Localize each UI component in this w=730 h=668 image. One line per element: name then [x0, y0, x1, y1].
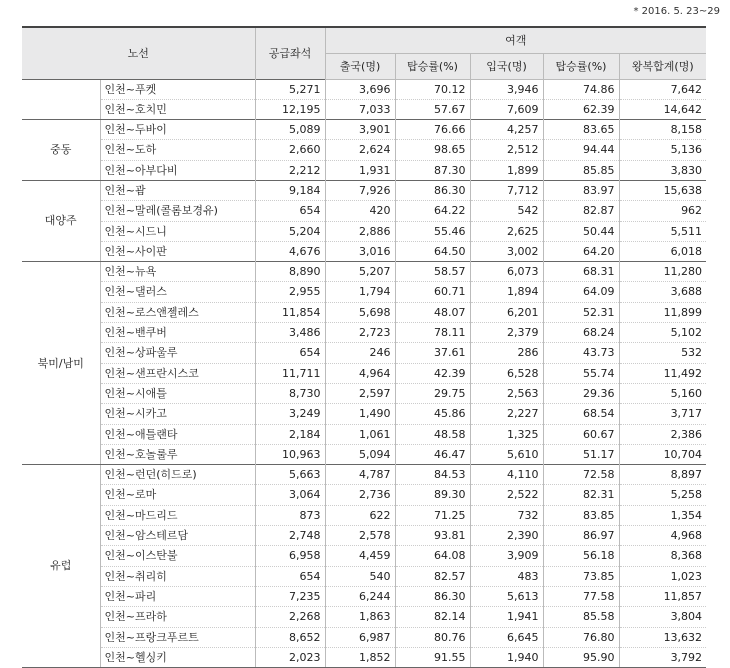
value-cell: 83.97: [543, 180, 619, 200]
value-cell: 8,890: [255, 262, 325, 282]
table-row: [22, 79, 706, 99]
value-cell: 1,325: [470, 424, 543, 444]
value-cell: 2,212: [255, 160, 325, 180]
value-cell: 246: [325, 343, 395, 363]
value-cell: 11,854: [255, 302, 325, 322]
value-cell: 74.86: [543, 79, 619, 99]
value-cell: 42.39: [395, 363, 470, 383]
value-cell: 3,909: [470, 546, 543, 566]
value-cell: 87.30: [395, 160, 470, 180]
value-cell: 1,899: [470, 160, 543, 180]
value-cell: 73.85: [543, 566, 619, 586]
value-cell: 6,958: [255, 546, 325, 566]
value-cell: 72.58: [543, 465, 619, 485]
value-cell: 2,955: [255, 282, 325, 302]
value-cell: 2,578: [325, 526, 395, 546]
value-cell: 68.54: [543, 404, 619, 424]
table-row: [22, 424, 706, 444]
value-cell: 962: [619, 201, 706, 221]
value-cell: 95.90: [543, 647, 619, 667]
value-cell: 5,258: [619, 485, 706, 505]
value-cell: 2,660: [255, 140, 325, 160]
table-row: [22, 262, 706, 282]
value-cell: 3,016: [325, 241, 395, 261]
table-row: [22, 140, 706, 160]
route-name-cell: 인천~푸켓: [100, 79, 255, 99]
value-cell: 2,522: [470, 485, 543, 505]
value-cell: 6,073: [470, 262, 543, 282]
value-cell: 2,736: [325, 485, 395, 505]
value-cell: 11,899: [619, 302, 706, 322]
value-cell: 7,642: [619, 79, 706, 99]
value-cell: 3,901: [325, 120, 395, 140]
table-row: [22, 99, 706, 119]
value-cell: 82.14: [395, 607, 470, 627]
table-row: [22, 526, 706, 546]
value-cell: 8,158: [619, 120, 706, 140]
route-name-cell: 인천~사이판: [100, 241, 255, 261]
table-row: [22, 221, 706, 241]
route-name-cell: 인천~암스테르담: [100, 526, 255, 546]
region-cell: 북미/남미: [22, 262, 100, 465]
route-name-cell: 인천~헬싱키: [100, 647, 255, 667]
value-cell: 77.58: [543, 586, 619, 606]
header-in-rate: 탑승률(%): [543, 53, 619, 79]
value-cell: 3,804: [619, 607, 706, 627]
value-cell: 6,244: [325, 586, 395, 606]
value-cell: 5,511: [619, 221, 706, 241]
value-cell: 542: [470, 201, 543, 221]
value-cell: 60.71: [395, 282, 470, 302]
value-cell: 10,704: [619, 444, 706, 464]
value-cell: 82.87: [543, 201, 619, 221]
value-cell: 11,492: [619, 363, 706, 383]
header-total: 왕복합계(명): [619, 53, 706, 79]
route-name-cell: 인천~호치민: [100, 99, 255, 119]
value-cell: 4,964: [325, 363, 395, 383]
value-cell: 62.39: [543, 99, 619, 119]
value-cell: 2,625: [470, 221, 543, 241]
value-cell: 3,946: [470, 79, 543, 99]
region-cell: 중동: [22, 120, 100, 181]
value-cell: 1,794: [325, 282, 395, 302]
table-row: [22, 363, 706, 383]
route-name-cell: 인천~시카고: [100, 404, 255, 424]
value-cell: 2,227: [470, 404, 543, 424]
value-cell: 5,207: [325, 262, 395, 282]
value-cell: 83.85: [543, 505, 619, 525]
value-cell: 71.25: [395, 505, 470, 525]
value-cell: 11,280: [619, 262, 706, 282]
route-name-cell: 인천~말레(콜롬보경유): [100, 201, 255, 221]
value-cell: 2,512: [470, 140, 543, 160]
value-cell: 2,723: [325, 323, 395, 343]
route-name-cell: 인천~런던(히드로): [100, 465, 255, 485]
route-name-cell: 인천~밴쿠버: [100, 323, 255, 343]
value-cell: 76.80: [543, 627, 619, 647]
value-cell: 2,886: [325, 221, 395, 241]
value-cell: 5,136: [619, 140, 706, 160]
value-cell: 1,894: [470, 282, 543, 302]
table-row: [22, 566, 706, 586]
value-cell: 76.66: [395, 120, 470, 140]
table-row: [22, 647, 706, 667]
header-seats: 공급좌석: [255, 27, 325, 79]
value-cell: 4,110: [470, 465, 543, 485]
value-cell: 8,652: [255, 627, 325, 647]
value-cell: 60.67: [543, 424, 619, 444]
route-name-cell: 인천~마드리드: [100, 505, 255, 525]
route-name-cell: 인천~시드니: [100, 221, 255, 241]
region-cell: [22, 79, 100, 120]
route-name-cell: 인천~애틀랜타: [100, 424, 255, 444]
header-out: 출국(명): [325, 53, 395, 79]
value-cell: 2,563: [470, 383, 543, 403]
value-cell: 58.57: [395, 262, 470, 282]
route-name-cell: 인천~댈러스: [100, 282, 255, 302]
value-cell: 51.17: [543, 444, 619, 464]
value-cell: 48.58: [395, 424, 470, 444]
table-body: [22, 79, 706, 668]
value-cell: 3,830: [619, 160, 706, 180]
value-cell: 6,987: [325, 627, 395, 647]
value-cell: 83.65: [543, 120, 619, 140]
value-cell: 93.81: [395, 526, 470, 546]
value-cell: 82.57: [395, 566, 470, 586]
value-cell: 52.31: [543, 302, 619, 322]
value-cell: 1,061: [325, 424, 395, 444]
value-cell: 5,094: [325, 444, 395, 464]
value-cell: 3,717: [619, 404, 706, 424]
value-cell: 5,698: [325, 302, 395, 322]
value-cell: 2,023: [255, 647, 325, 667]
value-cell: 4,459: [325, 546, 395, 566]
value-cell: 420: [325, 201, 395, 221]
value-cell: 43.73: [543, 343, 619, 363]
value-cell: 654: [255, 343, 325, 363]
value-cell: 6,645: [470, 627, 543, 647]
value-cell: 78.11: [395, 323, 470, 343]
value-cell: 8,897: [619, 465, 706, 485]
value-cell: 85.58: [543, 607, 619, 627]
value-cell: 1,931: [325, 160, 395, 180]
value-cell: 98.65: [395, 140, 470, 160]
value-cell: 80.76: [395, 627, 470, 647]
value-cell: 7,235: [255, 586, 325, 606]
value-cell: 2,624: [325, 140, 395, 160]
value-cell: 483: [470, 566, 543, 586]
value-cell: 15,638: [619, 180, 706, 200]
value-cell: 11,857: [619, 586, 706, 606]
value-cell: 7,609: [470, 99, 543, 119]
value-cell: 12,195: [255, 99, 325, 119]
route-name-cell: 인천~이스탄불: [100, 546, 255, 566]
value-cell: 5,613: [470, 586, 543, 606]
table-row: [22, 444, 706, 464]
value-cell: 654: [255, 566, 325, 586]
value-cell: 1,490: [325, 404, 395, 424]
value-cell: 3,002: [470, 241, 543, 261]
value-cell: 5,102: [619, 323, 706, 343]
value-cell: 1,863: [325, 607, 395, 627]
value-cell: 86.30: [395, 586, 470, 606]
route-name-cell: 인천~취리히: [100, 566, 255, 586]
value-cell: 64.22: [395, 201, 470, 221]
value-cell: 86.30: [395, 180, 470, 200]
value-cell: 13,632: [619, 627, 706, 647]
value-cell: 5,204: [255, 221, 325, 241]
value-cell: 84.53: [395, 465, 470, 485]
route-name-cell: 인천~파리: [100, 586, 255, 606]
value-cell: 1,940: [470, 647, 543, 667]
value-cell: 8,730: [255, 383, 325, 403]
value-cell: 2,379: [470, 323, 543, 343]
route-name-cell: 인천~샌프란시스코: [100, 363, 255, 383]
value-cell: 1,354: [619, 505, 706, 525]
table-row: [22, 546, 706, 566]
date-note: * 2016. 5. 23~29: [633, 6, 720, 17]
value-cell: 82.31: [543, 485, 619, 505]
value-cell: 94.44: [543, 140, 619, 160]
table-row: [22, 180, 706, 200]
value-cell: 3,792: [619, 647, 706, 667]
value-cell: 7,712: [470, 180, 543, 200]
route-name-cell: 인천~아부다비: [100, 160, 255, 180]
region-cell: 유럽: [22, 465, 100, 668]
value-cell: 64.08: [395, 546, 470, 566]
value-cell: 7,926: [325, 180, 395, 200]
value-cell: 4,257: [470, 120, 543, 140]
table-row: [22, 241, 706, 261]
route-name-cell: 인천~괌: [100, 180, 255, 200]
value-cell: 48.07: [395, 302, 470, 322]
value-cell: 91.55: [395, 647, 470, 667]
value-cell: 2,184: [255, 424, 325, 444]
value-cell: 37.61: [395, 343, 470, 363]
value-cell: 8,368: [619, 546, 706, 566]
table-row: [22, 201, 706, 221]
value-cell: 2,268: [255, 607, 325, 627]
table-row: [22, 505, 706, 525]
value-cell: 2,390: [470, 526, 543, 546]
table-row: [22, 607, 706, 627]
value-cell: 6,018: [619, 241, 706, 261]
value-cell: 5,089: [255, 120, 325, 140]
value-cell: 89.30: [395, 485, 470, 505]
value-cell: 64.50: [395, 241, 470, 261]
value-cell: 2,748: [255, 526, 325, 546]
table-row: [22, 302, 706, 322]
value-cell: 14,642: [619, 99, 706, 119]
value-cell: 70.12: [395, 79, 470, 99]
value-cell: 3,696: [325, 79, 395, 99]
region-cell: 대양주: [22, 180, 100, 261]
value-cell: 68.31: [543, 262, 619, 282]
route-name-cell: 인천~두바이: [100, 120, 255, 140]
table-row: [22, 323, 706, 343]
value-cell: 732: [470, 505, 543, 525]
table-row: [22, 343, 706, 363]
header-out-rate: 탑승률(%): [395, 53, 470, 79]
table-row: [22, 627, 706, 647]
value-cell: 540: [325, 566, 395, 586]
value-cell: 873: [255, 505, 325, 525]
value-cell: 56.18: [543, 546, 619, 566]
value-cell: 5,610: [470, 444, 543, 464]
header-in: 입국(명): [470, 53, 543, 79]
value-cell: 6,201: [470, 302, 543, 322]
value-cell: 57.67: [395, 99, 470, 119]
value-cell: 64.09: [543, 282, 619, 302]
value-cell: 1,941: [470, 607, 543, 627]
value-cell: 85.85: [543, 160, 619, 180]
route-name-cell: 인천~뉴욕: [100, 262, 255, 282]
value-cell: 1,023: [619, 566, 706, 586]
route-name-cell: 인천~로마: [100, 485, 255, 505]
table-row: [22, 404, 706, 424]
table-row: [22, 120, 706, 140]
value-cell: 7,033: [325, 99, 395, 119]
value-cell: 55.46: [395, 221, 470, 241]
value-cell: 286: [470, 343, 543, 363]
route-name-cell: 인천~호놀룰루: [100, 444, 255, 464]
value-cell: 622: [325, 505, 395, 525]
table-row: [22, 465, 706, 485]
value-cell: 6,528: [470, 363, 543, 383]
value-cell: 4,968: [619, 526, 706, 546]
value-cell: 55.74: [543, 363, 619, 383]
route-name-cell: 인천~상파울루: [100, 343, 255, 363]
value-cell: 11,711: [255, 363, 325, 383]
value-cell: 654: [255, 201, 325, 221]
value-cell: 5,271: [255, 79, 325, 99]
value-cell: 64.20: [543, 241, 619, 261]
value-cell: 10,963: [255, 444, 325, 464]
route-table: [22, 26, 706, 668]
table-row: [22, 160, 706, 180]
value-cell: 9,184: [255, 180, 325, 200]
route-name-cell: 인천~프랑크푸르트: [100, 627, 255, 647]
header-passengers: 여객: [325, 27, 706, 53]
value-cell: 68.24: [543, 323, 619, 343]
value-cell: 45.86: [395, 404, 470, 424]
value-cell: 50.44: [543, 221, 619, 241]
value-cell: 5,663: [255, 465, 325, 485]
value-cell: 2,386: [619, 424, 706, 444]
value-cell: 3,249: [255, 404, 325, 424]
table-row: [22, 282, 706, 302]
value-cell: 4,787: [325, 465, 395, 485]
table-row: [22, 383, 706, 403]
value-cell: 2,597: [325, 383, 395, 403]
value-cell: 1,852: [325, 647, 395, 667]
value-cell: 3,688: [619, 282, 706, 302]
value-cell: 3,486: [255, 323, 325, 343]
table-row: [22, 586, 706, 606]
value-cell: 3,064: [255, 485, 325, 505]
table-row: [22, 485, 706, 505]
header-route: 노선: [22, 27, 255, 79]
route-name-cell: 인천~로스앤젤레스: [100, 302, 255, 322]
value-cell: 5,160: [619, 383, 706, 403]
value-cell: 29.75: [395, 383, 470, 403]
value-cell: 4,676: [255, 241, 325, 261]
value-cell: 29.36: [543, 383, 619, 403]
route-name-cell: 인천~프라하: [100, 607, 255, 627]
value-cell: 46.47: [395, 444, 470, 464]
route-name-cell: 인천~도하: [100, 140, 255, 160]
route-name-cell: 인천~시애틀: [100, 383, 255, 403]
value-cell: 86.97: [543, 526, 619, 546]
value-cell: 532: [619, 343, 706, 363]
